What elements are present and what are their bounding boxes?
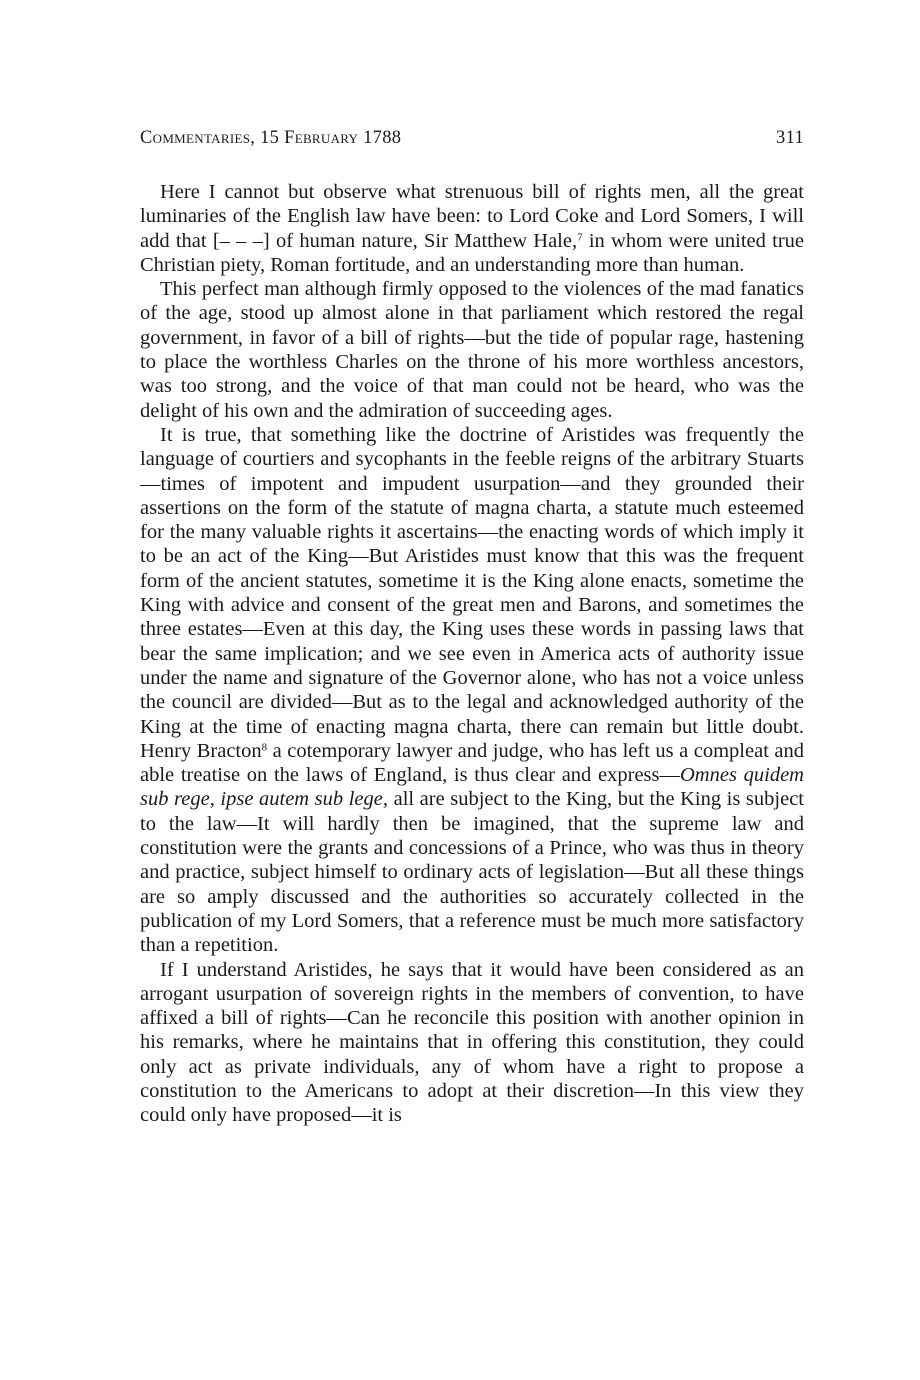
paragraph-1 (140, 180, 804, 277)
footnote-ref-8: 8 (261, 741, 268, 754)
page-number: 311 (776, 128, 804, 148)
paragraph-3 (140, 423, 804, 958)
paragraph-1-text-b: in whom were united true Christian piety, Roman fortitude, and an understanding more than human. (140, 229, 805, 276)
footnote-ref-7: 7 (577, 231, 583, 243)
paragraph-1-text-a: Here I cannot but observe what strenuous bill of rights men, all the great luminaries of the English law have been: to Lord Coke and Lord Somers, I will add that [– – –] of human nature, Sir Matthew Hale, (140, 181, 804, 252)
paragraph-3-text-c: all are subject to the King, but the King is subject to the law—It will hardly then be imagined, that the supreme law and constitution were the grants and concessions of a Prince, who was thus in theory and practice, subject himself to ordinary acts of legislation—But all these things are so amply discussed and the authorities so accurately collected in the publication of my Lord Somers, that a reference must be much more satisfactory than a repetition. (140, 788, 804, 957)
latin-quotation: Omnes quidem sub rege, ipse autem sub lege, (140, 764, 804, 811)
paragraph-4: If I understand Aristides, he says that it would have been considered as an arrogant usurpation of sovereign rights in the members of convention, to have affixed a bill of rights—Can he reconcile this position with another opinion in his remarks, where he maintains that in offering this constitution, they could only act as private individuals, any of whom have a right to propose a constitution to the Americans to adopt at their discretion—In this view they could only have proposed—it is (140, 958, 804, 1127)
paragraph-2: This perfect man although firmly opposed to the violences of the mad fanatics of the age, stood up almost alone in that parliament which restored the regal government, in favor of a bill of rights—but the tide of popular rage, hastening to place the worthless Charles on the throne of his more worthless ancestors, was too strong, and the voice of that man could not be heard, who was the delight of his own and the admiration of succeeding ages. (140, 278, 804, 422)
running-head-title: Commentaries, 15 February 1788 (140, 128, 402, 148)
paragraph-3-text-b: a cotemporary lawyer and judge, who has left us a compleat and able treatise on the laws of England, is thus clear and express— (140, 739, 804, 787)
paragraph-3-text-a: It is true, that something like the doctrine of Aristides was frequently the language of courtiers and sycophants in the feeble reigns of the arbitrary Stuarts—times of impotent and impudent usurpation—and they grounded their assertions on the form of the statute of magna charta, a statute much esteemed for the many valuable rights it ascertains—the enacting words of which imply it to be an act of the King—But Aristides must know that this was the frequent form of the ancient statutes, sometime it is the King alone enacts, sometime the King with advice and consent of the great men and Barons, and sometimes the three estates—Even at this day, the King uses these words in passing laws that bear the same implication; and we see even in America acts of authority issue under the name and signature of the Governor alone, who has not a voice unless the council are divided—But as to the legal and acknowledged authority of the King at the time of enacting magna charta, there can remain but little doubt. Henry Bracton (140, 423, 804, 762)
body-text (140, 180, 804, 1128)
